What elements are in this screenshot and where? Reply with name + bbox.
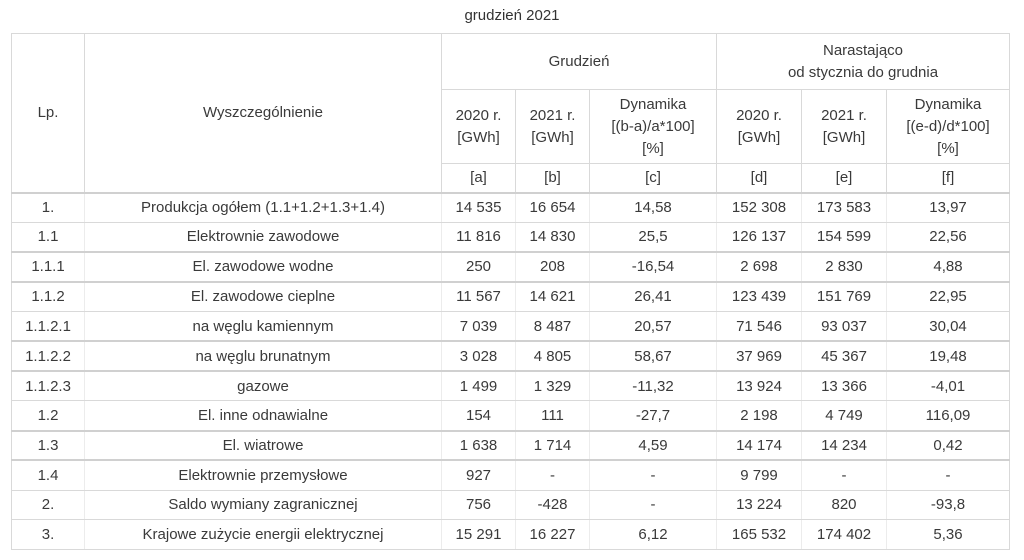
- cell-desc: El. wiatrowe: [85, 431, 442, 461]
- table-row: [12, 371, 1010, 401]
- cell-lp: 1.3: [12, 431, 85, 461]
- cell-lp: 1.1: [12, 222, 85, 252]
- cell-c: 14,58: [590, 193, 717, 223]
- cell-desc: Produkcja ogółem (1.1+1.2+1.3+1.4): [85, 193, 442, 223]
- header-group-month: Grudzień: [442, 34, 717, 90]
- header-group-cumulative-line2: od stycznia do grudnia: [787, 63, 939, 81]
- energy-table: [11, 33, 1010, 550]
- cell-f: 5,36: [887, 520, 1010, 550]
- table-row: [12, 222, 1010, 252]
- header-column-line: [GWh]: [531, 128, 574, 146]
- cell-f: 30,04: [887, 312, 1010, 342]
- header-column-line: 2021 r.: [821, 106, 867, 124]
- cell-f: -93,8: [887, 490, 1010, 520]
- table-row: [12, 490, 1010, 520]
- header-lp: Lp.: [12, 34, 85, 193]
- table-row: [12, 312, 1010, 342]
- cell-lp: 1.1.2.2: [12, 341, 85, 371]
- cell-c: 6,12: [590, 520, 717, 550]
- header-column-line: [%]: [642, 139, 664, 157]
- cell-c: 25,5: [590, 222, 717, 252]
- header-column: [887, 90, 1010, 164]
- table-row: [12, 282, 1010, 312]
- cell-c: 26,41: [590, 282, 717, 312]
- cell-e: 820: [802, 490, 887, 520]
- header-column-line: 2020 r.: [455, 106, 502, 124]
- cell-e: -: [802, 460, 887, 490]
- cell-b: 16 227: [516, 520, 590, 550]
- cell-f: -: [887, 460, 1010, 490]
- header-column-line: [GWh]: [822, 128, 866, 146]
- cell-c: -: [590, 460, 717, 490]
- cell-f: -4,01: [887, 371, 1010, 401]
- cell-c: -11,32: [590, 371, 717, 401]
- cell-c: 4,59: [590, 431, 717, 461]
- cell-lp: 1.1.2.3: [12, 371, 85, 401]
- cell-c: -: [590, 490, 717, 520]
- cell-a: 3 028: [442, 341, 516, 371]
- cell-d: 14 174: [717, 431, 802, 461]
- header-column-letter: [f]: [887, 164, 1010, 193]
- cell-f: 13,97: [887, 193, 1010, 223]
- cell-d: 123 439: [717, 282, 802, 312]
- table-row: [12, 341, 1010, 371]
- table-row: [12, 193, 1010, 223]
- cell-b: 14 830: [516, 222, 590, 252]
- cell-a: 756: [442, 490, 516, 520]
- cell-lp: 1.: [12, 193, 85, 223]
- cell-a: 1 499: [442, 371, 516, 401]
- header-group-cumulative: [717, 34, 1010, 90]
- cell-desc: na węglu kamiennym: [85, 312, 442, 342]
- table-row: [12, 520, 1010, 550]
- cell-a: 14 535: [442, 193, 516, 223]
- cell-lp: 1.1.1: [12, 252, 85, 282]
- cell-desc: El. zawodowe wodne: [85, 252, 442, 282]
- table-caption: grudzień 2021: [464, 7, 560, 24]
- table-row: [12, 252, 1010, 282]
- cell-d: 9 799: [717, 460, 802, 490]
- cell-e: 4 749: [802, 401, 887, 431]
- header-column-line: [%]: [937, 139, 959, 157]
- cell-desc: Krajowe zużycie energii elektrycznej: [85, 520, 442, 550]
- cell-f: 22,56: [887, 222, 1010, 252]
- cell-a: 7 039: [442, 312, 516, 342]
- cell-lp: 1.4: [12, 460, 85, 490]
- cell-desc: Elektrownie przemysłowe: [85, 460, 442, 490]
- cell-d: 71 546: [717, 312, 802, 342]
- cell-desc: Elektrownie zawodowe: [85, 222, 442, 252]
- cell-b: 8 487: [516, 312, 590, 342]
- header-column-letter: [d]: [717, 164, 802, 193]
- header-column-line: [GWh]: [737, 128, 781, 146]
- cell-f: 4,88: [887, 252, 1010, 282]
- cell-b: 16 654: [516, 193, 590, 223]
- table-row: [12, 460, 1010, 490]
- cell-b: 1 329: [516, 371, 590, 401]
- cell-f: 22,95: [887, 282, 1010, 312]
- cell-b: -428: [516, 490, 590, 520]
- cell-d: 13 224: [717, 490, 802, 520]
- header-column-line: 2021 r.: [529, 106, 576, 124]
- cell-b: 208: [516, 252, 590, 282]
- cell-f: 116,09: [887, 401, 1010, 431]
- cell-lp: 1.1.2: [12, 282, 85, 312]
- cell-e: 151 769: [802, 282, 887, 312]
- cell-d: 126 137: [717, 222, 802, 252]
- cell-f: 19,48: [887, 341, 1010, 371]
- header-column: [717, 90, 802, 164]
- header-column-line: [(b-a)/a*100]: [611, 117, 695, 135]
- cell-d: 37 969: [717, 341, 802, 371]
- cell-a: 250: [442, 252, 516, 282]
- cell-b: 14 621: [516, 282, 590, 312]
- header-column: [802, 90, 887, 164]
- header-column-letter: [a]: [442, 164, 516, 193]
- header-group-cumulative-line1: Narastająco: [822, 41, 904, 59]
- cell-e: 154 599: [802, 222, 887, 252]
- header-column-line: Dynamika: [619, 95, 687, 113]
- cell-a: 154: [442, 401, 516, 431]
- header-column-letter: [b]: [516, 164, 590, 193]
- cell-d: 2 698: [717, 252, 802, 282]
- cell-a: 11 567: [442, 282, 516, 312]
- cell-e: 173 583: [802, 193, 887, 223]
- cell-d: 165 532: [717, 520, 802, 550]
- cell-c: 20,57: [590, 312, 717, 342]
- cell-lp: 2.: [12, 490, 85, 520]
- header-column-line: 2020 r.: [736, 106, 782, 124]
- cell-a: 1 638: [442, 431, 516, 461]
- cell-desc: gazowe: [85, 371, 442, 401]
- header-column-letter: [c]: [590, 164, 717, 193]
- cell-f: 0,42: [887, 431, 1010, 461]
- cell-e: 13 366: [802, 371, 887, 401]
- cell-lp: 1.2: [12, 401, 85, 431]
- cell-b: -: [516, 460, 590, 490]
- header-column-line: [GWh]: [457, 128, 500, 146]
- cell-lp: 1.1.2.1: [12, 312, 85, 342]
- cell-b: 4 805: [516, 341, 590, 371]
- cell-a: 11 816: [442, 222, 516, 252]
- cell-c: -16,54: [590, 252, 717, 282]
- header-column-line: Dynamika: [914, 95, 982, 113]
- cell-e: 93 037: [802, 312, 887, 342]
- cell-b: 1 714: [516, 431, 590, 461]
- cell-desc: Saldo wymiany zagranicznej: [85, 490, 442, 520]
- header-column-line: [(e-d)/d*100]: [906, 117, 990, 135]
- cell-lp: 3.: [12, 520, 85, 550]
- header-column-letter: [e]: [802, 164, 887, 193]
- cell-e: 14 234: [802, 431, 887, 461]
- cell-desc: El. inne odnawialne: [85, 401, 442, 431]
- header-description: Wyszczególnienie: [85, 34, 442, 193]
- cell-a: 15 291: [442, 520, 516, 550]
- cell-e: 45 367: [802, 341, 887, 371]
- table-row: [12, 431, 1010, 461]
- header-column: [442, 90, 516, 164]
- table-row: [12, 401, 1010, 431]
- cell-e: 174 402: [802, 520, 887, 550]
- cell-b: 111: [516, 401, 590, 431]
- cell-d: 152 308: [717, 193, 802, 223]
- cell-e: 2 830: [802, 252, 887, 282]
- header-column: [516, 90, 590, 164]
- cell-d: 13 924: [717, 371, 802, 401]
- cell-desc: El. zawodowe cieplne: [85, 282, 442, 312]
- cell-c: 58,67: [590, 341, 717, 371]
- cell-a: 927: [442, 460, 516, 490]
- cell-d: 2 198: [717, 401, 802, 431]
- cell-c: -27,7: [590, 401, 717, 431]
- cell-desc: na węglu brunatnym: [85, 341, 442, 371]
- header-column: [590, 90, 717, 164]
